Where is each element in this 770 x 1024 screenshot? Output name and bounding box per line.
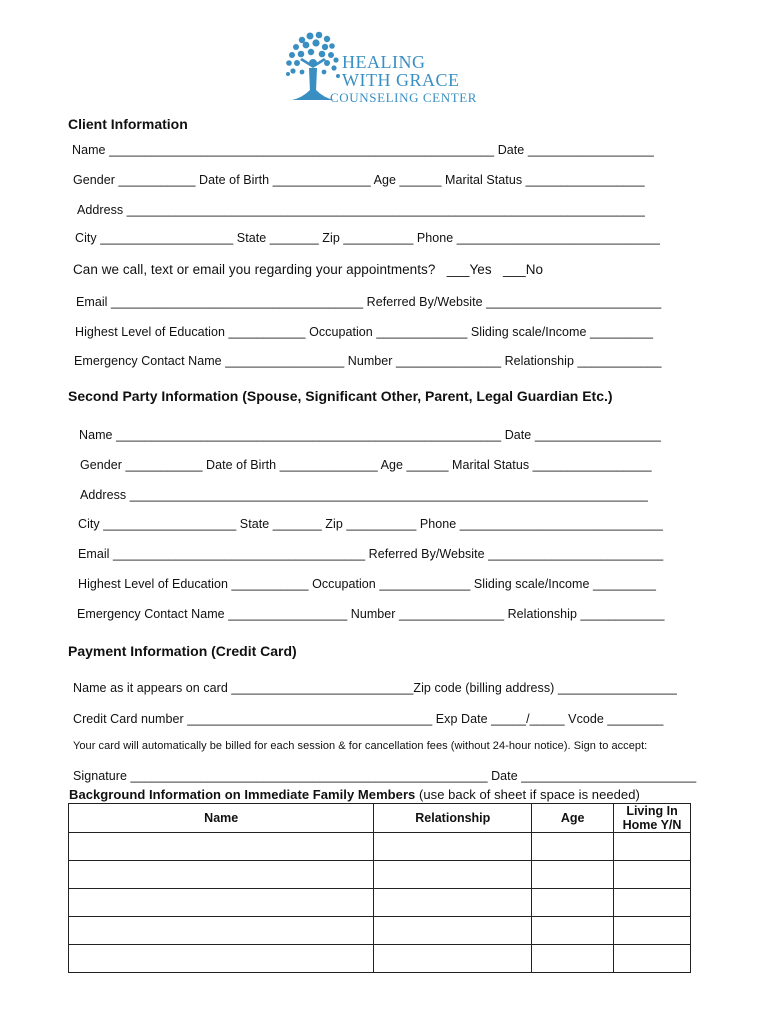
client-email-referral-field[interactable]: Email ____________________________________ Referred By/Website _________________________ [76, 295, 662, 309]
table-header-row [69, 804, 691, 833]
second-address-field[interactable]: Address __________________________________________________________________________ [80, 488, 648, 502]
cell-relationship[interactable] [374, 917, 532, 945]
signature-field[interactable]: Signature ___________________________________________________ Date _________________________ [73, 769, 697, 783]
table-row [69, 833, 691, 861]
second-party-heading: Second Party Information (Spouse, Significant Other, Parent, Legal Guardian Etc.) [68, 388, 613, 404]
cell-relationship[interactable] [374, 889, 532, 917]
client-education-field[interactable]: Highest Level of Education ___________ Occupation _____________ Sliding scale/Income _________ [75, 325, 654, 339]
cell-living-in-home[interactable] [614, 861, 691, 889]
client-city-phone-field[interactable]: City ___________________ State _______ Zip __________ Phone _____________________________ [75, 231, 660, 245]
cell-name[interactable] [69, 917, 374, 945]
column-header-living-in-home: Living In Home Y/N [614, 804, 691, 833]
cell-age[interactable] [532, 917, 614, 945]
family-heading-title: Background Information on Immediate Family Members [69, 787, 416, 802]
cell-relationship[interactable] [374, 945, 532, 973]
cell-living-in-home[interactable] [614, 889, 691, 917]
card-number-field[interactable]: Credit Card number ___________________________________ Exp Date _____/_____ Vcode ________ [73, 712, 664, 726]
cell-name[interactable] [69, 833, 374, 861]
second-city-phone-field[interactable]: City ___________________ State _______ Zip __________ Phone _____________________________ [78, 517, 663, 531]
second-education-field[interactable]: Highest Level of Education ___________ Occupation _____________ Sliding scale/Income _________ [78, 577, 657, 591]
card-name-zip-field[interactable]: Name as it appears on card __________________________Zip code (billing address) _________________ [73, 681, 677, 695]
brand-name [330, 52, 489, 105]
second-name-date-field[interactable]: Name _______________________________________________________ Date __________________ [79, 428, 661, 442]
column-header-relationship: Relationship [374, 804, 532, 833]
column-header-name: Name [69, 804, 374, 833]
cell-relationship[interactable] [374, 833, 532, 861]
client-address-field[interactable]: Address __________________________________________________________________________ [77, 203, 645, 217]
column-header-age: Age [532, 804, 614, 833]
second-emergency-contact-field[interactable]: Emergency Contact Name _________________ Number _______________ Relationship ____________ [77, 607, 665, 621]
client-information-heading: Client Information [68, 116, 188, 132]
payment-heading: Payment Information (Credit Card) [68, 643, 297, 659]
table-row [69, 945, 691, 973]
client-emergency-contact-field[interactable]: Emergency Contact Name _________________ Number _______________ Relationship ____________ [74, 354, 662, 368]
cell-relationship[interactable] [374, 861, 532, 889]
cell-living-in-home[interactable] [614, 945, 691, 973]
cell-name[interactable] [69, 945, 374, 973]
cell-age[interactable] [532, 889, 614, 917]
second-gender-dob-field[interactable]: Gender ___________ Date of Birth ______________ Age ______ Marital Status _________________ [80, 458, 652, 472]
cell-living-in-home[interactable] [614, 917, 691, 945]
brand-line-2: WITH GRACE [342, 70, 460, 90]
contact-permission-question[interactable]: Can we call, text or email you regarding your appointments? ___Yes ___No [73, 262, 544, 277]
billing-notice: Your card will automatically be billed for each session & for cancellation fees (without 24-hour notice). Sign to accept: [73, 740, 648, 752]
cell-living-in-home[interactable] [614, 833, 691, 861]
family-heading-note: (use back of sheet if space is needed) [415, 787, 640, 802]
client-name-date-field[interactable]: Name _______________________________________________________ Date __________________ [72, 143, 654, 157]
family-members-table [68, 803, 691, 973]
table-row [69, 889, 691, 917]
family-heading [69, 787, 640, 802]
table-row [69, 917, 691, 945]
second-email-referral-field[interactable]: Email ____________________________________ Referred By/Website _________________________ [78, 547, 664, 561]
brand-line-3: COUNSELING CENTER [330, 90, 478, 105]
brand-line-1: HEALING [342, 52, 426, 72]
cell-age[interactable] [532, 833, 614, 861]
cell-name[interactable] [69, 861, 374, 889]
cell-age[interactable] [532, 861, 614, 889]
table-row [69, 861, 691, 889]
client-gender-dob-field[interactable]: Gender ___________ Date of Birth ______________ Age ______ Marital Status _________________ [73, 173, 645, 187]
cell-name[interactable] [69, 889, 374, 917]
cell-age[interactable] [532, 945, 614, 973]
